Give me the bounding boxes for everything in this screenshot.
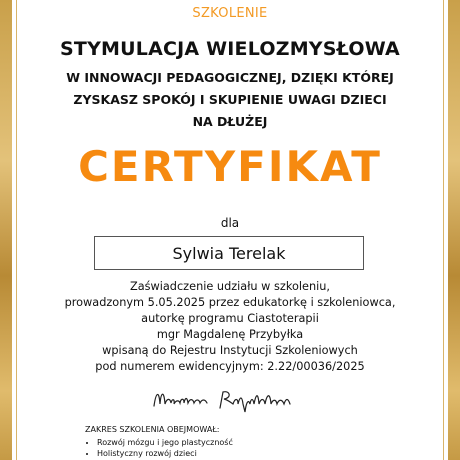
scope-item: • Holistyczny rozwój dzieci [97,448,233,459]
scope-title: ZAKRES SZKOLENIA OBEJMOWAŁ: [85,425,220,434]
for-label: dla [220,216,240,230]
frame-inner-line-right [443,0,444,460]
certificate-body [40,279,420,375]
certificate-heading: CERTYFIKAT [78,142,382,191]
scope-list [85,437,233,459]
course-subtitle-line-1: W INNOWACJI PEDAGOGICZNEJ, DZIĘKI KTÓREJ [66,70,394,85]
body-line-5: wpisaną do Rejestru Instytucji Szkoleniowych [102,344,358,357]
body-line-6: pod numerem ewidencyjnym: 2.22/00036/2025 [95,360,365,373]
course-title: STYMULACJA WIELOZMYSŁOWA [60,38,400,60]
frame-inner-line-left [16,0,17,460]
body-line-2: prowadzonym 5.05.2025 przez edukatorkę i szkoleniowca, [64,296,396,309]
body-line-1: Zaświadczenie udziału w szkoleniu, [129,280,331,293]
gold-frame-right [448,0,460,460]
recipient-name-box [94,236,364,270]
scope-item: • Rozwój mózgu i jego plastyczność [97,437,233,448]
recipient-name: Sylwia Terelak [172,243,286,263]
course-subtitle-line-2: ZYSKASZ SPOKÓJ I SKUPIENIE UWAGI DZIECI [73,92,387,107]
signature-svg [150,384,310,414]
body-line-3: autorkę programu Ciastoterapii [141,312,319,325]
course-subtitle-line-3: NA DŁUŻEJ [192,114,268,129]
gold-frame-left [0,0,12,460]
handwritten-signature [150,384,310,414]
body-line-4: mgr Magdalenę Przybyłka [156,328,304,341]
training-scope [85,425,233,459]
eyebrow-label: SZKOLENIE [192,6,268,21]
